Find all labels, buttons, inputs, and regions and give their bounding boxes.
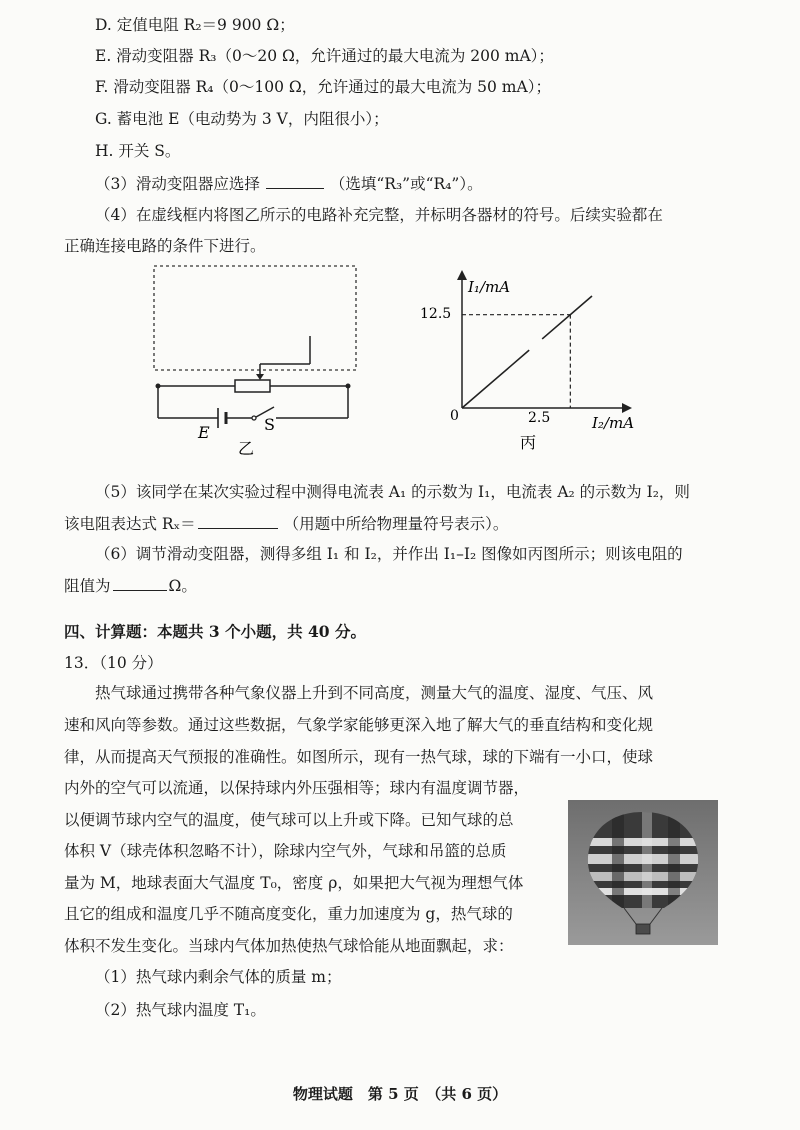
series-line-lower bbox=[462, 350, 529, 408]
balloon-basket bbox=[636, 924, 650, 934]
q13-paragraph-line: 律，从而提高天气预报的准确性。如图所示，现有一热气球，球的下端有一小口，使球 bbox=[64, 748, 654, 766]
q13-paragraph-line: 热气球通过携带各种气象仪器上升到不同高度，测量大气的温度、湿度、气压、风 bbox=[95, 684, 654, 702]
x-axis-label: I₂/mA bbox=[592, 414, 635, 432]
answer-blank-q5[interactable] bbox=[198, 512, 278, 529]
q3-text-before: （3）滑动变阻器应选择 bbox=[95, 175, 260, 193]
y-tick-label: 12.5 bbox=[420, 306, 452, 322]
caption-yi: 乙 bbox=[238, 439, 255, 458]
caption-bing: 丙 bbox=[520, 433, 537, 452]
circuit-diagram-yi bbox=[140, 260, 370, 460]
y-axis-label: I₁/mA bbox=[468, 278, 511, 296]
question-3 bbox=[95, 172, 483, 195]
chart-bing bbox=[410, 262, 650, 462]
q13-paragraph-line: 体积 V（球壳体积忽略不计），除球内空气外，气球和吊篮的总质 bbox=[64, 842, 507, 860]
rheostat-resistor bbox=[235, 380, 270, 392]
q13-paragraph-line: 内外的空气可以流通，以保持球内外压强相等；球内有温度调节器， bbox=[64, 779, 530, 797]
y-axis-arrow bbox=[457, 270, 467, 280]
answer-blank-q6[interactable] bbox=[113, 574, 167, 591]
question-5-line1: （5）该同学在某次实验过程中测得电流表 A₁ 的示数为 I₁，电流表 A₂ 的示数为 I₂，则 bbox=[95, 483, 690, 501]
q13-paragraph-line: 量为 M，地球表面大气温度 T₀，密度 ρ，如果把大气视为理想气体 bbox=[64, 874, 524, 892]
question-6-line1: （6）调节滑动变阻器，测得多组 I₁ 和 I₂，并作出 I₁–I₂ 图像如丙图所示；则该电阻的 bbox=[95, 545, 683, 563]
hot-air-balloon-image bbox=[568, 800, 718, 945]
x-axis-arrow bbox=[622, 403, 632, 413]
question-5-line2 bbox=[64, 512, 508, 535]
equipment-e: E. 滑动变阻器 R₃（0～20 Ω，允许通过的最大电流为 200 mA）； bbox=[95, 47, 554, 65]
q3-text-after: （选填“R₃”或“R₄”）。 bbox=[329, 175, 483, 193]
label-battery-e: E bbox=[198, 423, 210, 442]
equipment-d: D. 定值电阻 R₂＝9 900 Ω； bbox=[95, 16, 295, 34]
q5-text-after: （用题中所给物理量符号表示）。 bbox=[283, 515, 509, 533]
page-footer: 物理试题 第 5 页 （共 6 页） bbox=[292, 1085, 508, 1103]
equipment-g: G. 蓄电池 E（电动势为 3 V，内阻很小）； bbox=[95, 110, 389, 128]
q13-paragraph-line: 且它的组成和温度几乎不随高度变化，重力加速度为 g，热气球的 bbox=[64, 905, 513, 923]
answer-blank-q3[interactable] bbox=[266, 172, 324, 189]
q13-sub-question-2: （2）热气球内温度 T₁。 bbox=[95, 1001, 266, 1019]
dashed-box bbox=[154, 266, 356, 370]
equipment-h: H. 开关 S。 bbox=[95, 142, 181, 160]
x-tick-label: 2.5 bbox=[528, 410, 551, 426]
q5-text-before: 该电阻表达式 Rₓ＝ bbox=[64, 515, 196, 533]
series-line-upper bbox=[542, 296, 592, 339]
q13-paragraph-line: 体积不发生变化。当球内气体加热使热气球恰能从地面飘起，求： bbox=[64, 937, 514, 955]
q6-text-after: Ω。 bbox=[168, 577, 197, 595]
q13-paragraph-line: 速和风向等参数。通过这些数据，气象学家能够更深入地了解大气的垂直结构和变化规 bbox=[64, 716, 654, 734]
equipment-f: F. 滑动变阻器 R₄（0～100 Ω，允许通过的最大电流为 50 mA）； bbox=[95, 78, 551, 96]
q6-text-before: 阻值为 bbox=[64, 577, 111, 595]
question-4-line1: （4）在虚线框内将图乙所示的电路补充完整，并标明各器材的符号。后续实验都在 bbox=[95, 206, 663, 224]
origin-label: 0 bbox=[450, 408, 459, 424]
q13-sub-question-1: （1）热气球内剩余气体的质量 m； bbox=[95, 968, 342, 986]
label-switch-s: S bbox=[264, 415, 275, 434]
section-4-title: 四、计算题：本题共 3 个小题，共 40 分。 bbox=[64, 622, 366, 641]
question-4-line2: 正确连接电路的条件下进行。 bbox=[64, 237, 266, 255]
question-13-header: 13．（10 分） bbox=[64, 654, 163, 672]
question-6-line2 bbox=[64, 574, 197, 597]
q13-paragraph-line: 以便调节球内空气的温度，使气球可以上升或下降。已知气球的总 bbox=[64, 811, 514, 829]
